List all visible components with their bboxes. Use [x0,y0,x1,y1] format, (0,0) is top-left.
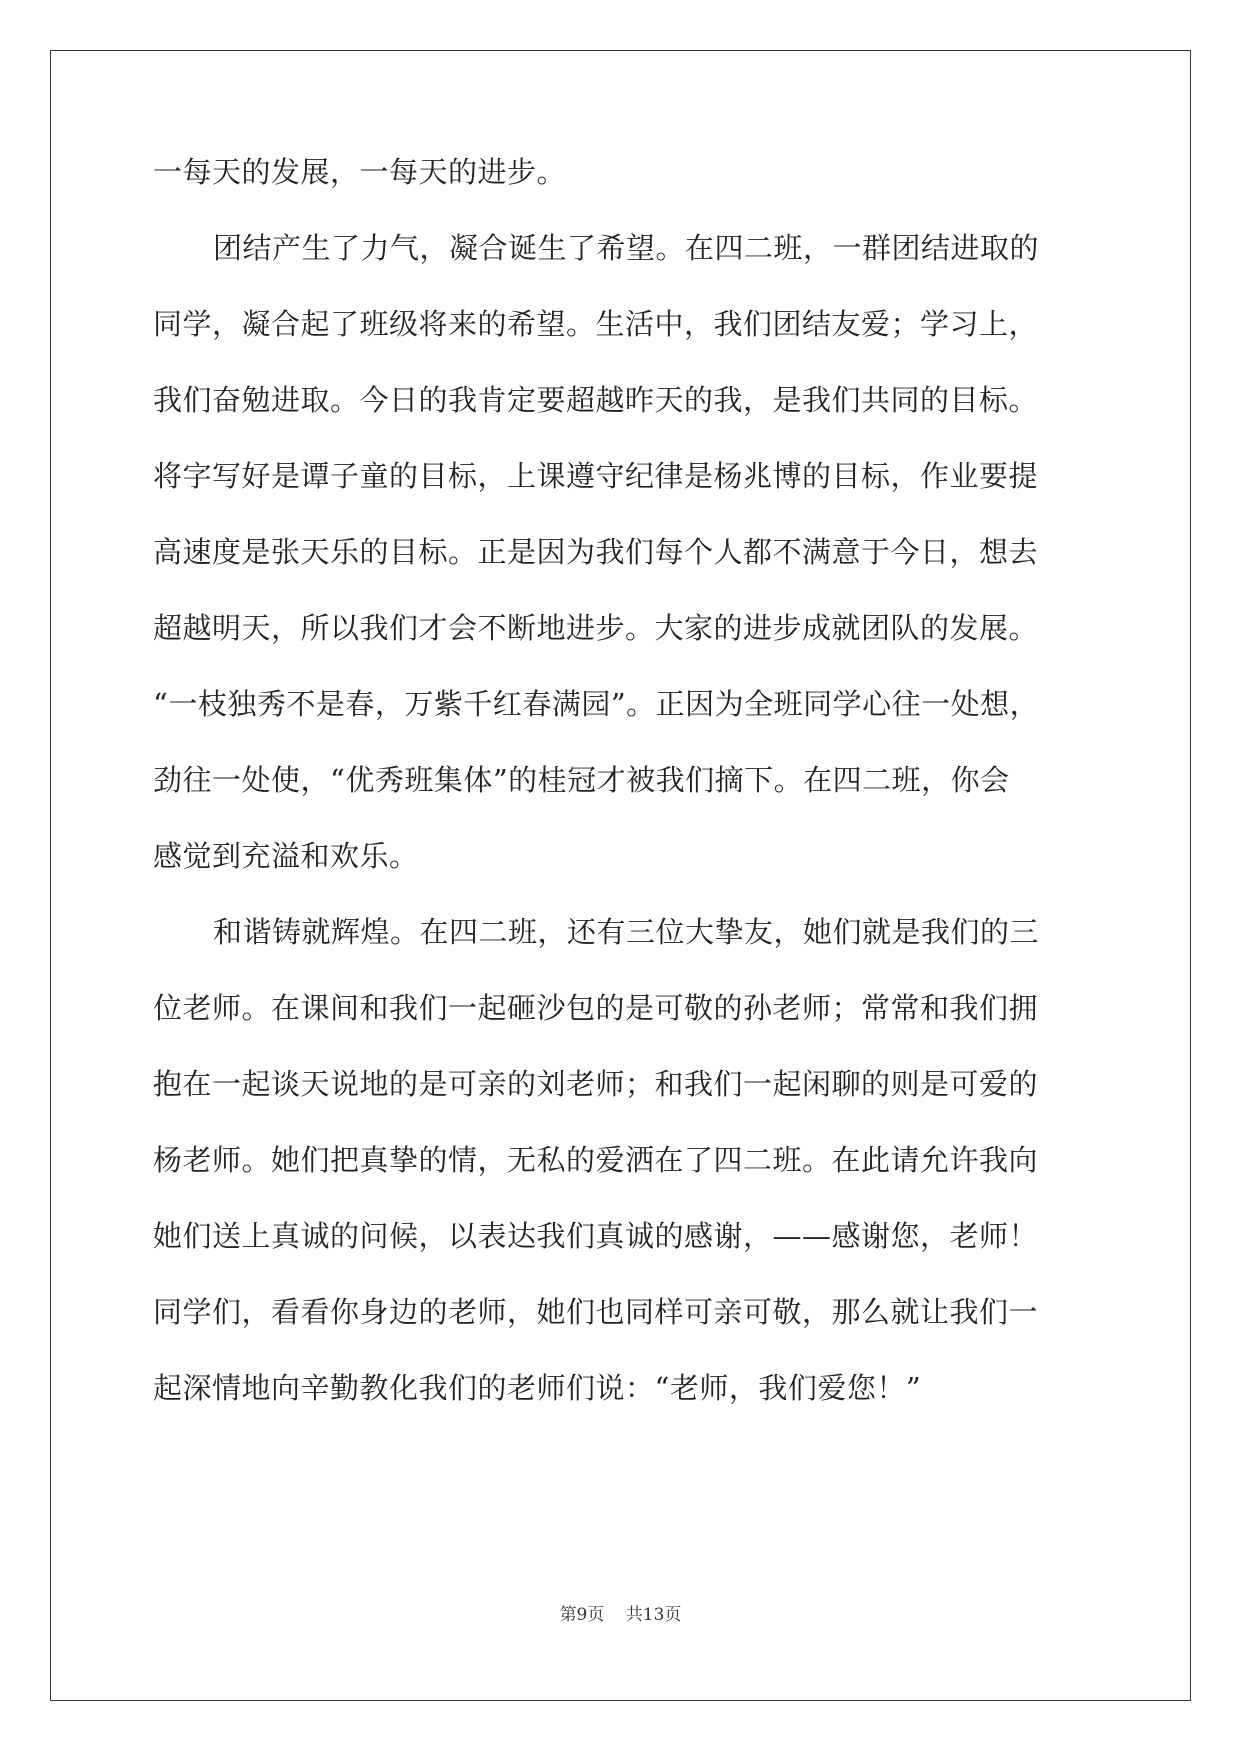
page-total: 共13页 [625,1605,682,1625]
page-footer [0,1600,1241,1625]
text-line: 同学们，看看你身边的老师，她们也同样可亲可敬，那么就让我们一 [153,1295,1039,1329]
text-line: 团结产生了力气，凝合诞生了希望。在四二班，一群团结进取的 [213,231,1040,265]
text-line: 位老师。在课间和我们一起砸沙包的是可敬的孙老师；常常和我们拥 [153,991,1039,1025]
text-line: 起深情地向辛勤教化我们的老师们说：“老师，我们爱您！” [153,1371,922,1405]
text-line: 感觉到充溢和欢乐。 [153,839,419,873]
text-line: 超越明天，所以我们才会不断地进步。大家的进步成就团队的发展。 [153,611,1039,645]
text-line: 劲往一处使，“优秀班集体”的桂冠才被我们摘下。在四二班，你会 [153,763,1010,797]
text-line: 她们送上真诚的问候，以表达我们真诚的感谢，——感谢您，老师！ [153,1219,1039,1253]
page-number: 第9页 [559,1605,605,1625]
text-line: 高速度是张天乐的目标。正是因为我们每个人都不满意于今日，想去 [153,535,1039,569]
text-line: 将字写好是谭子童的目标，上课遵守纪律是杨兆博的目标，作业要提 [153,459,1039,493]
text-line: “一枝独秀不是春，万紫千红春满园”。正因为全班同学心往一处想， [153,687,1040,721]
text-line: 一每天的发展，一每天的进步。 [153,155,567,189]
text-line: 抱在一起谈天说地的是可亲的刘老师；和我们一起闲聊的则是可爱的 [153,1067,1039,1101]
text-line: 杨老师。她们把真挚的情，无私的爱洒在了四二班。在此请允许我向 [153,1143,1039,1177]
text-line: 和谐铸就辉煌。在四二班，还有三位大挚友，她们就是我们的三 [213,915,1040,949]
text-line: 同学，凝合起了班级将来的希望。生活中，我们团结友爱；学习上， [153,307,1039,341]
text-line: 我们奋勉进取。今日的我肯定要超越昨天的我，是我们共同的目标。 [153,383,1039,417]
